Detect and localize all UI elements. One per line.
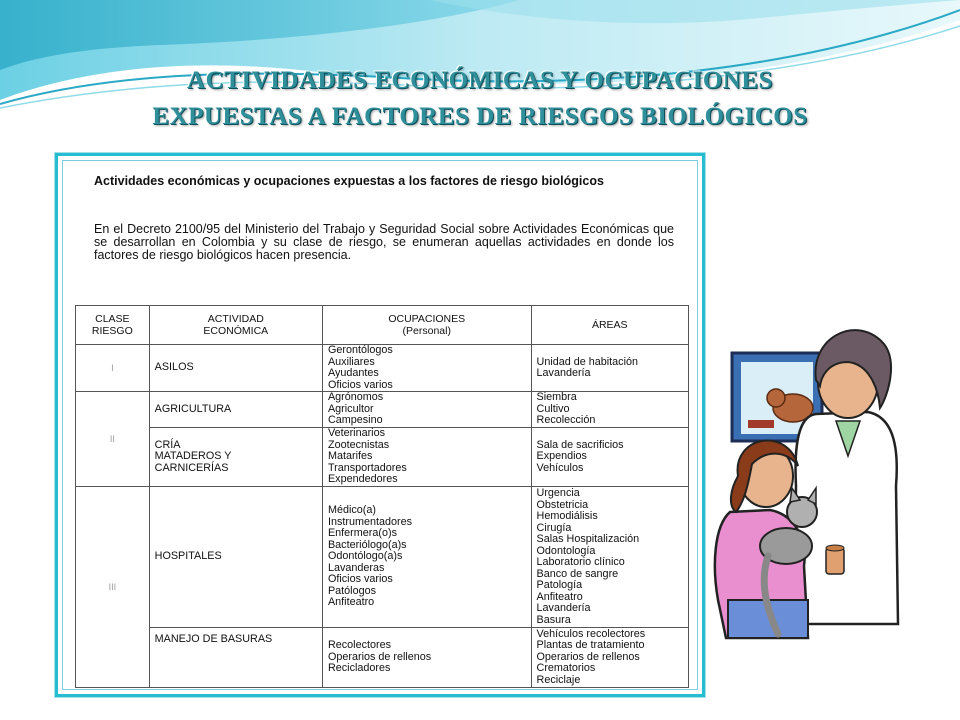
cell-line: Agricultor: [327, 402, 374, 415]
cell-line: Transportadores: [327, 461, 407, 474]
cell-line: Operarios de rellenos: [327, 650, 432, 663]
cell-line: MATADEROS Y: [154, 450, 232, 463]
ocupaciones-cell: [322, 487, 531, 628]
actividad-cell: [149, 487, 322, 628]
veterinarian-illustration-icon: [708, 316, 923, 640]
clase-cell-ii: II: [76, 392, 150, 487]
ocupaciones-cell: [322, 345, 531, 392]
ocupaciones-list: [328, 428, 526, 486]
table-row: [76, 487, 689, 628]
cell-line: Anfiteatro: [327, 596, 375, 609]
cell-line: Oficios varios: [327, 573, 393, 586]
actividad-cell: [149, 345, 322, 392]
clase-cell-i: I: [76, 345, 150, 392]
actividad-list: [155, 404, 317, 416]
ocupaciones-cell: [322, 392, 531, 428]
cell-line: Recicladores: [327, 662, 391, 675]
areas-list: [537, 629, 683, 687]
cell-line: Lavandería: [536, 367, 591, 379]
cell-line: ASILOS: [154, 361, 194, 374]
cell-line: Crematorios: [536, 662, 596, 675]
cell-line: AGRICULTURA: [154, 402, 232, 415]
cell-line: Campesino: [327, 414, 383, 427]
table-row: [76, 628, 689, 688]
areas-cell: [531, 345, 688, 392]
header-ocupaciones: [322, 306, 531, 345]
actividad-list: [155, 551, 317, 563]
table-row: [76, 345, 689, 392]
cell-line: Basura: [536, 613, 571, 626]
cell-line: Recolectores: [327, 639, 391, 652]
areas-cell: [531, 628, 688, 688]
cell-line: MANEJO DE BASURAS: [154, 633, 273, 645]
cell-line: Ayudantes: [327, 367, 379, 379]
areas-cell: [531, 428, 688, 487]
header-actividad-line1: ACTIVIDAD: [207, 313, 264, 325]
cell-line: Reciclaje: [536, 673, 581, 686]
cell-line: Urgencia: [536, 487, 580, 499]
cell-line: Bacteriólogo(a)s: [327, 538, 407, 551]
cell-line: Oficios varios: [327, 378, 393, 391]
cell-line: Obstetricia: [536, 498, 589, 511]
header-actividad: [149, 306, 322, 345]
header-areas: ÁREAS: [531, 306, 688, 345]
document-heading: Actividades económicas y ocupaciones expuestas a los factores de riesgo biológicos: [94, 174, 604, 188]
cell-line: Hemodiálisis: [536, 510, 598, 522]
ocupaciones-list: [328, 392, 526, 427]
actividad-cell: [149, 428, 322, 487]
areas-list: [537, 488, 683, 626]
cell-line: Lavandería: [536, 602, 591, 614]
ocupaciones-list: [328, 640, 526, 675]
areas-list: [537, 392, 683, 427]
header-actividad-line2: ECONÓMICA: [203, 325, 269, 337]
ocupaciones-cell: [322, 628, 531, 688]
cell-line: Vehículos: [536, 461, 584, 474]
table-header-row: [76, 306, 689, 345]
actividad-cell: [149, 628, 322, 688]
cell-line: Instrumentadores: [327, 515, 412, 528]
cell-line: Plantas de tratamiento: [536, 639, 645, 652]
actividad-list: [155, 634, 317, 646]
cell-line: Salas Hospitalización: [536, 533, 640, 545]
cell-line: Operarios de rellenos: [536, 650, 640, 663]
cell-line: Recolección: [536, 414, 596, 427]
cell-line: Médico(a): [327, 504, 376, 517]
risk-classification-table: [75, 305, 689, 688]
ocupaciones-cell: [322, 428, 531, 487]
clase-cell-iii: III: [76, 487, 150, 688]
cell-line: Odontólogo(a)s: [327, 550, 403, 563]
cell-line: Laboratorio clínico: [536, 556, 625, 568]
header-clase-riesgo: [76, 306, 150, 345]
header-clase-line2: RIESGO: [91, 325, 133, 337]
cell-line: Cirugía: [536, 521, 572, 534]
cell-line: Gerontólogos: [327, 344, 393, 356]
areas-list: [537, 357, 683, 380]
cell-line: Expendios: [536, 450, 587, 463]
slide-title-line-2: EXPUESTAS A FACTORES DE RIESGOS BIOLÓGICOS: [152, 103, 808, 130]
slide-title-line-1: ACTIVIDADES ECONÓMICAS Y OCUPACIONES: [187, 67, 773, 94]
cell-line: Odontología: [536, 544, 596, 557]
cell-line: Sala de sacrificios: [536, 438, 624, 451]
cell-line: Patología: [536, 579, 583, 591]
cell-line: Agrónomos: [327, 391, 384, 404]
cell-line: Enfermera(o)s: [327, 527, 397, 540]
cell-line: Zootecnistas: [327, 438, 390, 451]
areas-list: [537, 440, 683, 475]
ocupaciones-list: [328, 505, 526, 609]
cell-line: CARNICERÍAS: [154, 461, 229, 474]
actividad-list: [155, 362, 317, 374]
table-row: [76, 428, 689, 487]
cell-line: Siembra: [536, 391, 577, 404]
cell-line: Patólogos: [327, 584, 376, 597]
cell-line: Anfiteatro: [536, 590, 583, 603]
cell-line: Expendedores: [327, 473, 398, 486]
actividad-cell: [149, 392, 322, 428]
cell-line: Auxiliares: [327, 355, 375, 368]
cell-line: CRÍA: [154, 438, 181, 451]
document-scan-frame: [55, 153, 705, 697]
document-paragraph: En el Decreto 2100/95 del Ministerio del Trabajo y Seguridad Social sobre Actividades Económicas que se desarrollan en Colombia y su clase de riesgo, se enumeran aquellas actividades en donde los factores de riesgo biológicos hacen presencia.: [94, 222, 674, 262]
areas-cell: [531, 487, 688, 628]
table-row: [76, 392, 689, 428]
areas-cell: [531, 392, 688, 428]
ocupaciones-list: [328, 345, 526, 391]
cell-line: HOSPITALES: [154, 550, 222, 563]
cell-line: Vehículos recolectores: [536, 627, 646, 640]
cell-line: Veterinarios: [327, 427, 385, 440]
header-ocupaciones-line1: OCUPACIONES: [388, 313, 466, 325]
cell-line: Banco de sangre: [536, 567, 619, 580]
header-ocupaciones-line2: (Personal): [402, 325, 451, 337]
cell-line: Lavanderas: [327, 561, 385, 574]
actividad-list: [155, 440, 317, 475]
cell-line: Cultivo: [536, 402, 570, 415]
cell-line: Unidad de habitación: [536, 355, 638, 368]
header-clase-line1: CLASE: [95, 313, 130, 325]
cell-line: Matarifes: [327, 450, 373, 463]
